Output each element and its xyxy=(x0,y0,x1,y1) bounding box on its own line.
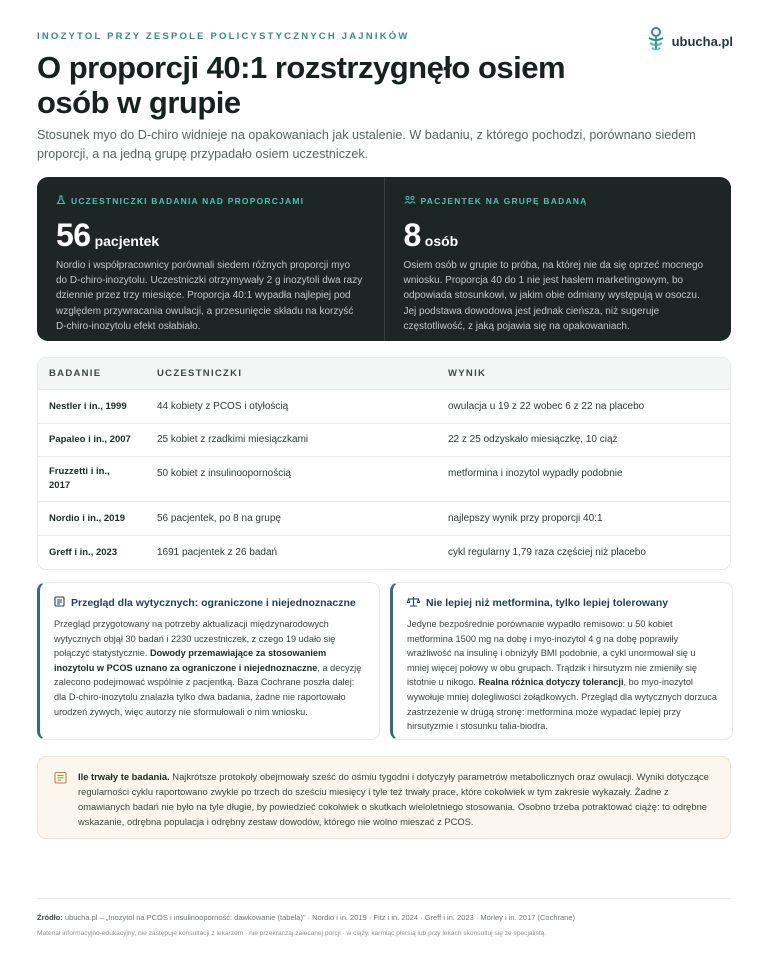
stat-unit: pacjentek xyxy=(94,233,160,249)
cell-result: owulacja u 19 z 22 wobec 6 z 22 na placebo xyxy=(448,400,645,412)
stat-description: Osiem osób w grupie to próba, na której nie da się oprzeć mocnego wniosku. Proporcja 40 do 1 nie jest hasłem marketingowym, bo odpowiada stosunkowi, w jakim obie odmiany występują w osoczu. Jej podstawa dowodowa jest jednak cieńsza, niż sugeruje częstotliwość, z jaką pojawia się na opakowaniach. xyxy=(403,260,704,332)
cell-result: 22 z 25 odzyskało miesiączkę, 10 ciąż xyxy=(448,434,618,445)
flask-icon xyxy=(56,195,66,207)
table-row xyxy=(38,502,730,536)
cell-participants: 1691 pacjentek z 26 badań xyxy=(157,546,278,558)
cell-result: cykl regularny 1,79 raza częściej niż placebo xyxy=(448,546,646,558)
scale-icon xyxy=(407,596,420,610)
cell-study: Nordio i in., 2019 xyxy=(49,512,126,524)
stat-unit: osób xyxy=(424,233,459,249)
cell-participants: 25 kobiet z rzadkimi miesiączkami xyxy=(157,434,309,445)
metformin-card xyxy=(390,582,733,740)
brand-name: ubucha.pl xyxy=(671,34,733,49)
cell-result: najlepszy wynik przy proporcji 40:1 xyxy=(448,512,603,524)
table-row xyxy=(38,536,730,569)
note-text: Ile trwały te badania. Najkrótsze protokoły obejmowały sześć do ośmiu tygodni i dotyczyły parametrów metabolicznych oraz owulacji. Wyniki dotyczące regularności cyklu raportowano zwykle po trzech do sześciu miesięcy i tyle też trwały prace, które cokolwiek w tym zakresie wykazały. Żadne z omawianych badań nie było na tyle długie, by powiedzieć cokolwiek o skutkach wieloletniego stosowania. Osobno trzeba potraktować ciążę: to odrębne wskazanie, odrębna populacja i odrębny zestaw dowodów, którego nie wolno mieszać z PCOS. xyxy=(78,771,709,827)
stat-participants xyxy=(37,177,384,341)
table-row xyxy=(38,457,730,502)
brand-logo[interactable] xyxy=(645,26,733,57)
card-title: Przegląd dla wytycznych: ograniczone i niejednoznaczne xyxy=(54,596,365,610)
table-row xyxy=(38,424,730,457)
cell-study: Greff i in., 2023 xyxy=(49,546,118,558)
table-row xyxy=(38,390,730,424)
stat-label: PACJENTEK NA GRUPĘ BADANĄ xyxy=(404,195,712,207)
stat-number: 56 xyxy=(56,217,91,253)
cell-result: metformina i inozytol wypadły podobnie xyxy=(448,468,623,479)
card-body: Jedyne bezpośrednie porównanie wypadło remisowo: u 50 kobiet metformina 1500 mg na dobę i myo-inozytol 4 g na dobę poprawiły wrażliwość na insulinę i obniżyły BMI podobnie, a cykl unormował się u mniej więcej połowy w obu grupach. Trądzik i hirsutyzm nie zmieniły się istotnie u nikogo. Realna różnica dotyczy tolerancji, bo myo-inozytol wywołuje mniej dolegliwości żołądkowych. Przegląd dla wytycznych dorzuca zastrzeżenie w drugą stronę: metformina może wypadać lepiej przy hirsutyzmie i stosunku talia-biodra. xyxy=(407,619,717,732)
column-header-participants: UCZESTNICZKI xyxy=(157,368,243,379)
cell-study: Papaleo i in., 2007 xyxy=(49,434,131,445)
column-header-result: WYNIK xyxy=(448,368,487,379)
stat-label: UCZESTNICZKI BADANIA NAD PROPORCJAMI xyxy=(56,195,364,207)
page-title: O proporcji 40:1 rozstrzygnęło osiem osób w grupie xyxy=(37,50,566,120)
cell-study: Fruzzetti i in., 2017 xyxy=(49,466,110,491)
footer-divider xyxy=(37,898,731,899)
column-header-study: BADANIE xyxy=(49,368,102,379)
duration-note xyxy=(37,756,731,839)
stat-number: 8 xyxy=(403,217,421,253)
source-line: Źródło: ubucha.pl – „Inozytol na PCOS i insulinooporność: dawkowanie (tabela)” · Nordio i in. 2019 · Fitz i in. 2024 · Greff i in. 2023 · Morley i in. 2017 (Cochrane) xyxy=(37,913,576,922)
cell-participants: 44 kobiety z PCOS i otyłością xyxy=(157,400,289,412)
card-title: Nie lepiej niż metformina, tylko lepiej tolerowany xyxy=(407,596,718,610)
stats-panel xyxy=(37,177,731,341)
stat-description: Nordio i współpracownicy porównali siedem różnych proporcji myo do D-chiro-inozytolu. Uczestniczki otrzymywały 2 g inozytoli dwa razy dziennie przez trzy miesiące. Proporcja 40:1 wypadła najlepiej pod względem przywracania owulacji, a przesunięcie składu na korzyść D-chiro-inozytolu efekt osłabiało. xyxy=(56,260,363,332)
document-icon xyxy=(54,596,65,610)
cell-participants: 56 pacjentek, po 8 na grupę xyxy=(157,512,281,524)
table-header xyxy=(38,358,730,390)
disclaimer: Materiał informacyjno-edukacyjny, nie zastępuje konsultacji z lekarzem · nie przekraczaj zalecanej porcji · w ciąży, karmiąc piersią lub przy lekach skonsultuj się ze specjalistą. xyxy=(37,930,547,937)
calendar-icon xyxy=(54,771,67,789)
eyebrow: INOZYTOL PRZY ZESPOLE POLICYSTYCZNYCH JAJNIKÓW xyxy=(37,31,410,42)
card-body: Przegląd przygotowany na potrzeby aktualizacji międzynarodowych wytycznych objął 30 badań i 2230 uczestniczek, z czego 19 udało się połączyć statystycznie. Dowody przemawiające za stosowaniem inozytolu w PCOS uznano za ograniczone i niejednoznaczne, a decyzję zalecono podejmować wspólnie z pacjentką. Baza Cochrane poszła dalej: dla D-chiro-inozytolu znalazła tylko dwa badania, żadne nie raportowało urodzeń żywych, więc autorzy nie sformułowali o nim wniosku. xyxy=(54,619,362,717)
cell-participants: 50 kobiet z insulinoopornością xyxy=(157,468,291,479)
guidelines-card xyxy=(37,582,380,740)
stat-group-size xyxy=(384,177,732,341)
group-icon xyxy=(404,195,416,207)
lead-paragraph: Stosunek myo do D-chiro widnieje na opakowaniach jak ustalenie. W badaniu, z którego pochodzi, porównano siedem proporcji, a na jedną grupę przypadało osiem uczestniczek. xyxy=(37,128,696,161)
stat-value xyxy=(56,218,364,252)
cell-study: Nestler i in., 1999 xyxy=(49,400,127,412)
studies-table xyxy=(37,357,731,570)
stat-value xyxy=(404,218,712,252)
leaf-logo-icon xyxy=(645,26,667,57)
